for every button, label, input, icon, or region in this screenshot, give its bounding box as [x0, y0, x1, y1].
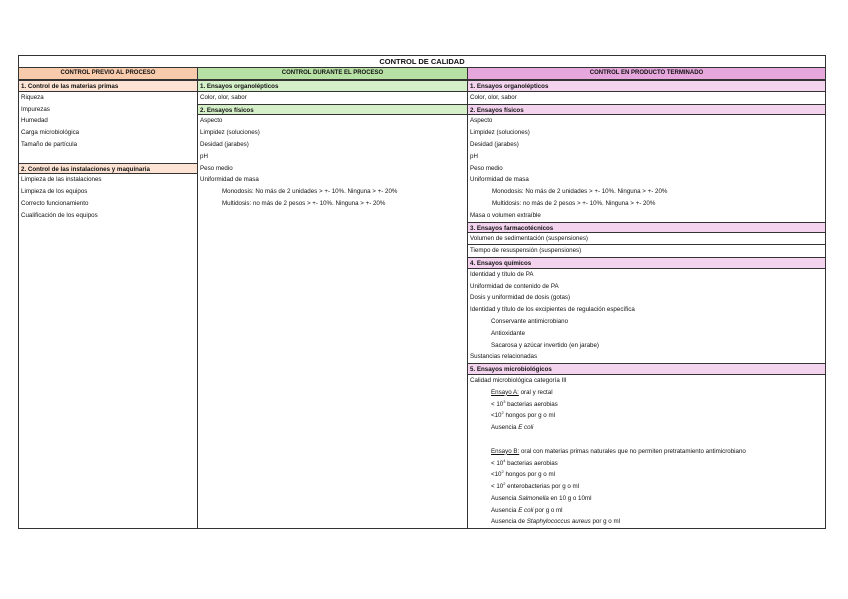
limit-text: hongos por g o ml — [503, 471, 555, 479]
absence-text: Ausencia — [491, 494, 519, 502]
sub-item: Multidosis: no más de 2 pesos > +- 10%. Ninguna > +- 20% — [492, 199, 656, 207]
exponent: 4 — [503, 457, 506, 463]
test-b-line — [468, 458, 825, 470]
column-header-finished-product: CONTROL EN PRODUCTO TERMINADO — [468, 68, 825, 80]
column-pre-process — [19, 68, 198, 528]
sub-item: Antioxidante — [491, 329, 526, 337]
list-item: Color, olor, sabor — [200, 93, 247, 101]
sub-item: Monodosis: No más de 2 unidades > +- 10%. Ninguna > +- 20% — [492, 188, 668, 196]
list-item: Masa o volumen extraíble — [470, 211, 541, 219]
limit-text: <10 — [491, 412, 502, 420]
test-a-label: Ensayo A: — [491, 388, 519, 396]
section-organoleptic: 1. Ensayos organolépticos — [468, 80, 825, 92]
section-microbiological: 5. Ensayos microbiológicos — [468, 363, 825, 375]
list-item: Tamaño de partícula — [21, 140, 78, 148]
absence-text: en 10 g o 10ml — [548, 494, 592, 502]
section-pharmacotechnical: 3. Ensayos farmacotécnicos — [468, 222, 825, 234]
list-item: Correcto funcionamiento — [21, 199, 89, 207]
limit-text: < 10 — [491, 459, 504, 467]
list-item: Tiempo de resuspensión (suspensiones) — [470, 247, 582, 255]
absence-text: por g o ml — [590, 518, 620, 526]
absence-text: Ausencia de — [491, 518, 527, 526]
list-item: Humedad — [21, 117, 48, 125]
list-item: Desidad (jarabes) — [200, 140, 249, 148]
section-chemical: 4. Ensayos químicos — [468, 257, 825, 269]
test-b-absence — [468, 493, 825, 505]
exponent: 2 — [501, 410, 504, 416]
limit-text: hongos por g o ml — [503, 412, 555, 420]
sub-item: Multidosis: no más de 2 pesos > +- 10%. Ninguna > +- 20% — [222, 199, 386, 207]
exponent: 3 — [503, 398, 506, 404]
list-item: Calidad microbiológica categoría III — [470, 376, 567, 384]
column-finished-product — [468, 68, 825, 528]
list-item: Desidad (jarabes) — [470, 140, 519, 148]
test-a-line — [468, 410, 825, 422]
absence-text: Ausencia — [491, 506, 519, 514]
limit-text: <10 — [491, 471, 502, 479]
list-item: Aspecto — [200, 117, 223, 125]
test-b-line — [468, 469, 825, 481]
limit-text: bacterias aerobias — [505, 459, 558, 467]
absence-text: por g o ml — [533, 506, 563, 514]
absence-text: Ausencia — [491, 424, 519, 432]
list-item: Impurezas — [21, 105, 50, 113]
section-physical: 2. Ensayos físicos — [468, 104, 825, 116]
test-a-heading — [468, 387, 825, 399]
test-b-label: Ensayo B: — [491, 447, 520, 455]
quality-control-table — [18, 55, 826, 529]
list-item: Uniformidad de masa — [470, 176, 529, 184]
list-item: Uniformidad de masa — [200, 176, 259, 184]
section-installations: 2. Control de las instalaciones y maquinaria — [19, 163, 197, 175]
list-item: Peso medio — [200, 164, 233, 172]
list-item: Limpieza de las instalaciones — [21, 176, 102, 184]
list-item: Cualificación de los equipos — [21, 211, 98, 219]
limit-text: < 10 — [491, 400, 504, 408]
test-b-text: oral con materias primas naturales que no permiten pretratamiento antimicrobiano — [519, 447, 746, 455]
list-item: Aspecto — [470, 117, 493, 125]
limit-text: bacterias aerobias — [505, 400, 558, 408]
limit-text: enterobacterias por g o ml — [505, 483, 580, 491]
exponent: 2 — [501, 469, 504, 475]
list-item: Uniformidad de contenido de PA — [470, 282, 559, 290]
list-item: Sustancias relacionadas — [470, 353, 538, 361]
organism-name: Salmonella — [518, 494, 549, 502]
list-item: Color, olor, sabor — [470, 93, 517, 101]
sub-item: Sacarosa y azúcar invertido (en jarabe) — [491, 341, 599, 349]
section-physical: 2. Ensayos físicos — [198, 104, 467, 116]
sub-item: Monodosis: No más de 2 unidades > +- 10%. Ninguna > +- 20% — [222, 188, 398, 196]
limit-text: < 10 — [491, 483, 504, 491]
column-header-pre-process: CONTROL PREVIO AL PROCESO — [19, 68, 197, 80]
list-item: Identidad y título de los excipientes de regulación específica — [470, 306, 635, 314]
list-item: pH — [200, 152, 208, 160]
blank-row — [468, 434, 825, 446]
test-b-absence — [468, 505, 825, 517]
section-organoleptic: 1. Ensayos organolépticos — [198, 80, 467, 92]
column-during-process — [198, 68, 468, 528]
list-item: Limpieza de los equipos — [21, 188, 88, 196]
list-item: Identidad y título de PA — [470, 270, 534, 278]
test-a-text: oral y rectal — [518, 388, 553, 396]
test-b-heading — [468, 446, 825, 458]
organism-name: E coli — [518, 506, 534, 514]
sub-item: Conservante antimicrobiano — [491, 317, 569, 325]
list-item: Riqueza — [21, 93, 44, 101]
list-item: Limpidez (soluciones) — [200, 129, 260, 137]
test-b-absence — [468, 516, 825, 528]
list-item: Limpidez (soluciones) — [470, 129, 530, 137]
section-raw-materials: 1. Control de las materias primas — [19, 80, 197, 92]
list-item: Volumen de sedimentación (suspensiones) — [468, 233, 825, 245]
blank-row — [19, 151, 197, 163]
list-item: pH — [470, 152, 478, 160]
list-item: Carga microbiológica — [21, 129, 80, 137]
organism-name: E coli — [518, 424, 534, 432]
exponent: 2 — [503, 481, 506, 487]
test-b-line — [468, 481, 825, 493]
list-item: Dosis y uniformidad de dosis (gotas) — [470, 294, 571, 302]
table-title: CONTROL DE CALIDAD — [19, 56, 825, 68]
column-header-during-process: CONTROL DURANTE EL PROCESO — [198, 68, 467, 80]
test-a-absence — [468, 422, 825, 434]
list-item: Peso medio — [470, 164, 503, 172]
organism-name: Staphylococcus aureus — [526, 518, 591, 526]
test-a-line — [468, 399, 825, 411]
